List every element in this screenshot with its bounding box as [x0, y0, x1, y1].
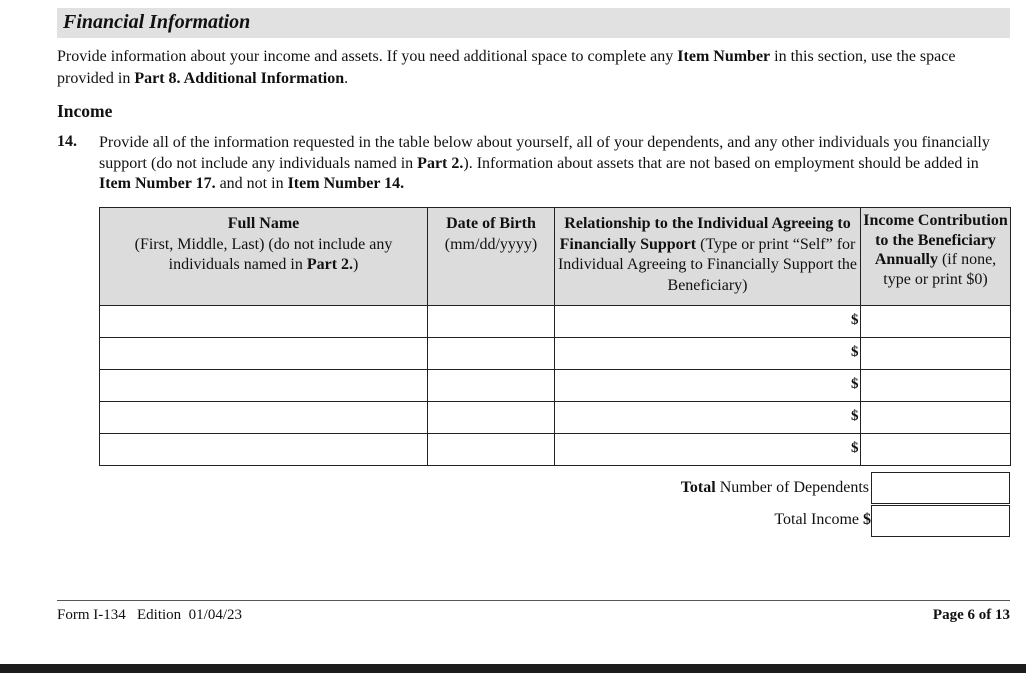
relationship-field[interactable]	[555, 402, 861, 434]
income-contribution-field[interactable]	[851, 434, 1011, 466]
intro-text-2: in this section, use the space provided in	[57, 48, 956, 87]
item14-text-2: ). Information about assets that are not based on employment should be added in	[463, 154, 979, 172]
full-name-field[interactable]	[100, 306, 428, 338]
date-of-birth-field[interactable]	[428, 306, 555, 338]
col-dob-title: Date of Birth	[446, 215, 536, 232]
table-header-row	[100, 208, 1011, 306]
date-of-birth-field[interactable]	[428, 370, 555, 402]
intro-paragraph	[57, 46, 1015, 90]
col-income-text: (if none, type or print $0)	[883, 251, 997, 288]
page-number: Page 6 of 13	[932, 607, 1010, 623]
col-name-sub: (First, Middle, Last) (do not include any individuals named in	[134, 235, 393, 273]
total-dependents-text: Number of Dependents	[715, 479, 869, 496]
table-row	[100, 402, 1011, 434]
table-row	[100, 370, 1011, 402]
col-header-date-of-birth	[428, 208, 555, 306]
dollar-sign: $	[851, 408, 859, 424]
table-row	[100, 338, 1011, 370]
table-row	[100, 306, 1011, 338]
col-name-sub-end: )	[353, 256, 359, 273]
col-name-title: Full Name	[227, 215, 300, 232]
total-dependents-field[interactable]	[871, 472, 1010, 504]
form-edition-label: Form I-134 Edition 01/04/23	[57, 607, 242, 623]
relationship-field[interactable]	[555, 338, 861, 370]
full-name-field[interactable]	[100, 434, 428, 466]
total-dependents-label	[681, 479, 869, 497]
section-title: Financial Information	[63, 11, 251, 33]
col-dob-sub: (mm/dd/yyyy)	[444, 235, 538, 253]
col-name-sub-bold: Part 2.	[306, 256, 354, 273]
col-header-income-contribution	[861, 208, 1011, 306]
total-income-dollar-sign: $	[863, 511, 871, 528]
income-contribution-field[interactable]	[851, 402, 1011, 434]
total-income-field[interactable]	[871, 505, 1010, 537]
col-income-bold: Income Contribution to the Beneficiary Annually	[863, 212, 1008, 268]
item-14-instructions	[99, 133, 1011, 195]
dollar-sign: $	[851, 376, 859, 392]
total-income-text: Total Income	[774, 511, 863, 528]
intro-bold-part8: Part 8. Additional Information	[134, 70, 345, 87]
intro-text-1: Provide information about your income and assets. If you need additional space to complete any	[57, 48, 678, 65]
income-subheading: Income	[57, 101, 113, 121]
income-contribution-field[interactable]	[851, 338, 1011, 370]
relationship-field[interactable]	[555, 306, 861, 338]
dollar-sign: $	[851, 344, 859, 360]
income-contribution-field[interactable]	[851, 306, 1011, 338]
dollar-sign: $	[851, 312, 859, 328]
col-header-full-name	[100, 208, 428, 306]
col-rel-bold: Relationship to the Individual Agreeing to Financially Support	[559, 215, 851, 253]
footer-divider	[57, 600, 1010, 601]
table-row	[100, 434, 1011, 466]
intro-bold-item-number: Item Number	[677, 48, 771, 65]
item14-bold-item14: Item Number 14.	[287, 175, 405, 192]
date-of-birth-field[interactable]	[428, 402, 555, 434]
relationship-field[interactable]	[555, 434, 861, 466]
full-name-field[interactable]	[100, 338, 428, 370]
dollar-sign: $	[851, 440, 859, 456]
intro-text-3: .	[344, 70, 349, 87]
full-name-field[interactable]	[100, 402, 428, 434]
screen-bottom-bar	[0, 664, 1026, 673]
date-of-birth-field[interactable]	[428, 434, 555, 466]
relationship-field[interactable]	[555, 370, 861, 402]
total-dependents-bold: Total	[680, 479, 716, 496]
item14-bold-part2: Part 2.	[417, 154, 464, 172]
total-income-label	[774, 511, 871, 529]
section-header-bar	[57, 8, 1010, 38]
full-name-field[interactable]	[100, 370, 428, 402]
item14-text-1: Provide all of the information requested in the table below about yourself, all of your dependents, and any other individuals you financially support (do not include any individuals named in	[99, 134, 990, 172]
dependents-table	[99, 207, 1011, 466]
col-rel-text: (Type or print “Self” for Individual Agreeing to Financially Support the Beneficiary)	[557, 235, 858, 294]
item14-text-3: and not in	[215, 175, 288, 192]
col-header-relationship	[555, 208, 861, 306]
item14-bold-item17: Item Number 17.	[99, 175, 216, 192]
income-contribution-field[interactable]	[851, 370, 1011, 402]
item-number-14: 14.	[57, 133, 77, 150]
date-of-birth-field[interactable]	[428, 338, 555, 370]
